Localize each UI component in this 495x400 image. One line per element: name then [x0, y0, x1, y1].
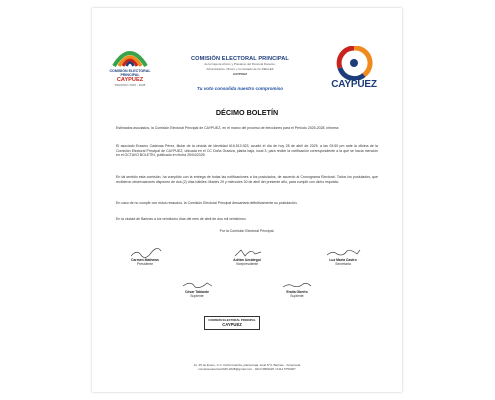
commission-stamp: [204, 316, 260, 330]
signer-role: Suplente: [290, 294, 304, 298]
paragraph-by-commission: Por la Comisión Electoral Principal.: [219, 229, 275, 233]
org-name: COMISIÓN ELECTORAL PRINCIPAL: [191, 56, 289, 62]
signer-name: Adrián Uzcátegui: [233, 258, 261, 262]
paragraph-notification: El asociado Erasmo Cadenas Pérez, titular de la cédula de identidad #16.513.923, acudió el día de hoy 28 de abril de 2025, a las 03:50 pm ante la oficina de la Comisión Electoral Principal de CAYPUEZ, ubicada en el CC Doña Graziza, planta baja, local 3, para recibir la notificación correspondiente a la que se hacía mención en el OCTAVO BOLETÍN, publicado en fecha 25/04/2025.: [116, 144, 378, 158]
signer-name: Carmen Mathews: [131, 258, 159, 262]
signature-scribble-icon: [177, 280, 217, 290]
signature-alternate-1: [162, 280, 232, 298]
paragraph-warning: En caso de no cumplir con estos recaudos, la Comisión Electoral Principal descartará definitivamente su postulación.: [116, 201, 298, 205]
signature-scribble-icon: [125, 248, 165, 258]
signature-alternate-2: [262, 280, 332, 298]
page-footer: [92, 363, 402, 371]
signer-name: Luz María Castro: [329, 258, 357, 262]
logo-caption-line2: PRINCIPAL: [120, 73, 140, 78]
motto: Tu voto consolida nuestro compromiso: [196, 86, 284, 91]
commission-logo: [108, 42, 152, 92]
signer-role: Presidente: [136, 262, 154, 266]
bulletin-title: DÉCIMO BOLETÍN: [215, 108, 279, 117]
signature-scribble-icon: [323, 248, 363, 258]
signer-role: Suplente: [190, 294, 204, 298]
org-sub2: Administrativo, Obrero y Contratado de la UNELLEZ: [206, 66, 274, 71]
logo-caption-brand: CAYPUEZ: [116, 77, 144, 84]
stamp-line1: COMISIÓN ELECTORAL PRINCIPAL: [208, 318, 256, 322]
org-sub3: CAYPUEZ: [232, 72, 248, 76]
logo-caption-line1: COMISIÓN ELECTORAL: [109, 69, 151, 73]
paragraph-date: En la ciudad de Barinas a los veintiocho días del mes de abril de dos mil veinticinco.: [116, 217, 247, 221]
signature-scribble-icon: [227, 248, 267, 258]
footer-address: Av. 25 de Enero, C.C. Doña Graziza, planta baja, local N°3. Barinas - Venezuela: [193, 363, 301, 367]
signature-president: [110, 248, 180, 266]
logo-caption-period: PERIODO 2025 - 2028: [114, 83, 146, 88]
swirl-logo-icon: [324, 46, 384, 80]
signature-scribble-icon: [277, 280, 317, 290]
caypuez-logo: [324, 46, 384, 96]
signer-role: Secretaria: [335, 262, 351, 266]
document-page: [92, 8, 402, 392]
signature-secretary: [308, 248, 378, 266]
stamp-line2: CAYPUEZ: [222, 322, 242, 328]
paragraph-intro: Estimados asociados, la Comisión Electoral Principal de CAYPUEZ, en el marco del proceso de elecciones para el Periodo 2025-2028, informa:: [116, 126, 340, 130]
signer-name: César Tablante: [184, 290, 210, 294]
signer-role: Vicepresidente: [235, 262, 259, 266]
signature-vicepresident: [212, 248, 282, 266]
org-sub1: de la Caja de Ahorro y Préstamo del Personal Docente,: [204, 62, 276, 66]
arch-logo-icon: [108, 42, 152, 70]
letterhead: [164, 56, 316, 76]
signer-name: Eralia Oberto: [286, 290, 308, 294]
paragraph-compliance: En tal sentido esta comisión, ha cumplido con la entrega de todas las notificaciones a los postulados, de acuerdo al Cronograma Electoral. Todos los postulados, que recibieron observaciones disponen de dos (2) días hábiles: Martes 29 y miércoles 30 de abril del presente año, para cumplir con dicho requisito.: [116, 175, 378, 184]
caypuez-wordmark: CAYPUEZ: [331, 79, 377, 90]
footer-contact: comisioneleccion2025-2028@gmail.com · 0414 5800026 / 0414 5753007: [198, 367, 296, 371]
